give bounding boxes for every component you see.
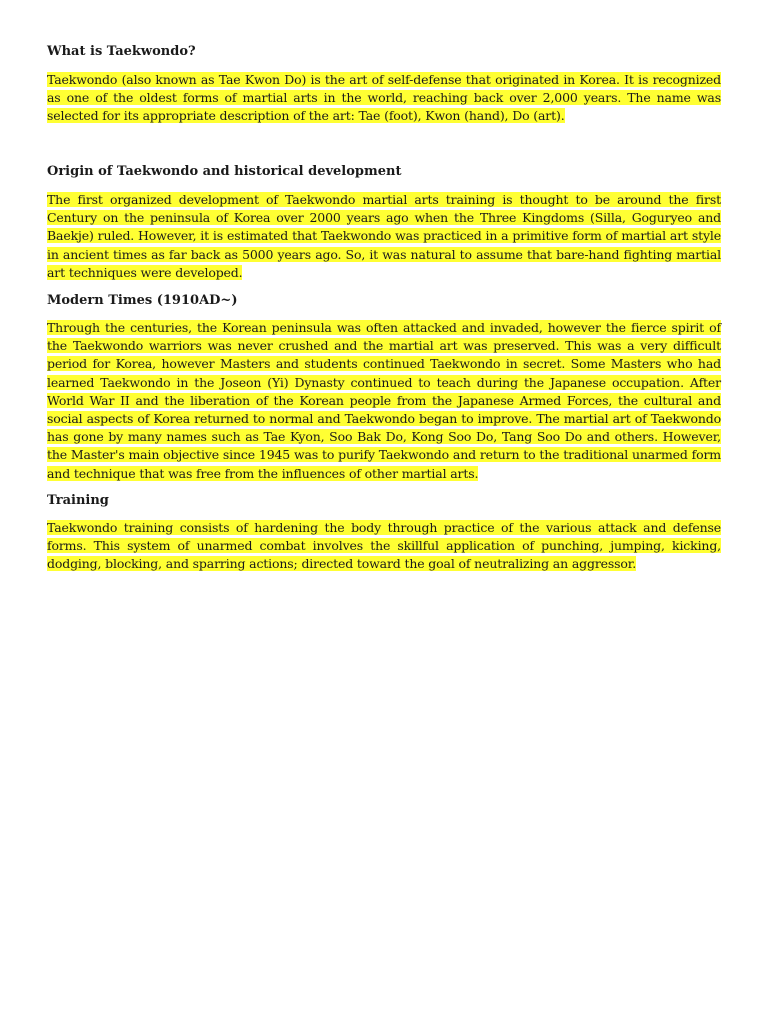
highlighted-text: Through the centuries, the Korean peninsula was often attacked and invaded, however the fierce spirit of the Taekwondo warriors was never crushed and the martial art was preserved. This was a very difficult period for Korea, however Masters and students continued Taekwondo in secret. Some Masters who had learned Taekwondo in the Joseon (Yi) Dynasty continued to teach during the Japanese occupation. After World War II and the liberation of the Korean people from the Japanese Armed Forces, the cultural and social aspects of Korea returned to normal and Taekwondo began to improve. The martial art of Taekwondo has gone by many names such as Tae Kyon, Soo Bak Do, Kong Soo Do, Tang Soo Do and others. However, the Master's main objective since 1945 was to purify Taekwondo and return to the traditional unarmed form and technique that was free from the influences of other martial arts.	[47, 320, 721, 481]
section-heading-training: Training	[47, 493, 109, 508]
highlighted-text: Taekwondo training consists of hardening the body through practice of the various attack and defense forms. This system of unarmed combat involves the skillful application of punching, jumping, kicking, dodging, blocking, and sparring actions; directed toward the goal of neutralizing an aggressor.	[47, 520, 721, 572]
section-paragraph-training	[47, 519, 721, 574]
highlighted-text: The first organized development of Taekwondo martial arts training is thought to be around the first Century on the peninsula of Korea over 2000 years ago when the Three Kingdoms (Silla, Goguryeo and Baekje) ruled. However, it is estimated that Taekwondo was practiced in a primitive form of martial art style in ancient times as far back as 5000 years ago. So, it was natural to assume that bare-hand fighting martial art techniques were developed.	[47, 192, 721, 280]
section-heading-origin: Origin of Taekwondo and historical development	[47, 164, 402, 179]
section-heading-modern-times: Modern Times (1910AD~)	[47, 293, 238, 308]
section-paragraph-origin	[47, 191, 721, 282]
highlighted-text: Taekwondo (also known as Tae Kwon Do) is the art of self-defense that originated in Korea. It is recognized as one of the oldest forms of martial arts in the world, reaching back over 2,000 years. The name was selected for its appropriate description of the art: Tae (foot), Kwon (hand), Do (art).	[47, 72, 721, 124]
section-heading-what-is-taekwondo: What is Taekwondo?	[47, 44, 196, 59]
section-paragraph-what-is-taekwondo	[47, 71, 721, 126]
section-paragraph-modern-times	[47, 319, 721, 483]
